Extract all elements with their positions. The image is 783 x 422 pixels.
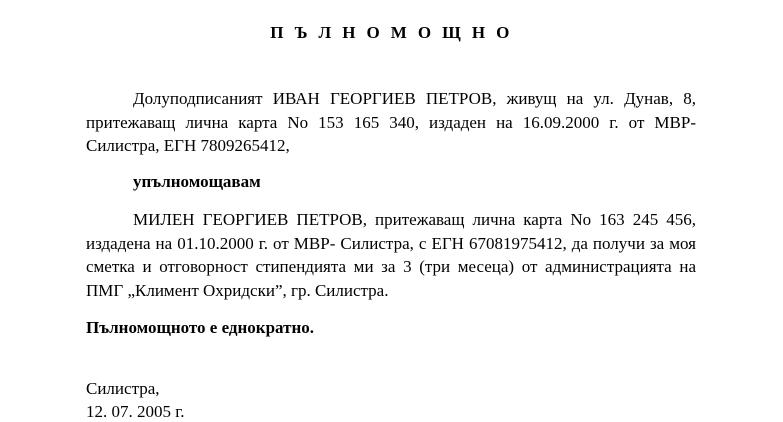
grantor-text: Долуподписаният ИВАН ГЕОРГИЕВ ПЕТРОВ, живущ на ул. Дунав, 8, притежаващ лична карта No 153 165 340, издаден на 16.09.2000 г. от МВР- Силистра, ЕГН 7809265412, <box>86 89 696 155</box>
place-line: Силистра, <box>86 379 160 398</box>
attorney-text: МИЛЕН ГЕОРГИЕВ ПЕТРОВ, притежаващ лична карта No 163 245 456, издадена на 01.10.2000 г. от МВР- Силистра, с ЕГН 67081975412, да получи за моя сметка и отговорност стипендията ми за 3 (три месеца) от администрацията на ПМГ „Климент Охридски”, гр. Силистра. <box>86 210 696 300</box>
authorize-keyword: упълномощавам <box>133 172 261 191</box>
date-line: 12. 07. 2005 г. <box>86 402 185 421</box>
one-time-statement: Пълномощното е еднократно. <box>86 318 315 337</box>
attorney-paragraph <box>86 208 696 302</box>
document-title: П Ъ Л Н О М О Щ Н О <box>270 23 513 42</box>
grantor-paragraph <box>86 87 696 158</box>
